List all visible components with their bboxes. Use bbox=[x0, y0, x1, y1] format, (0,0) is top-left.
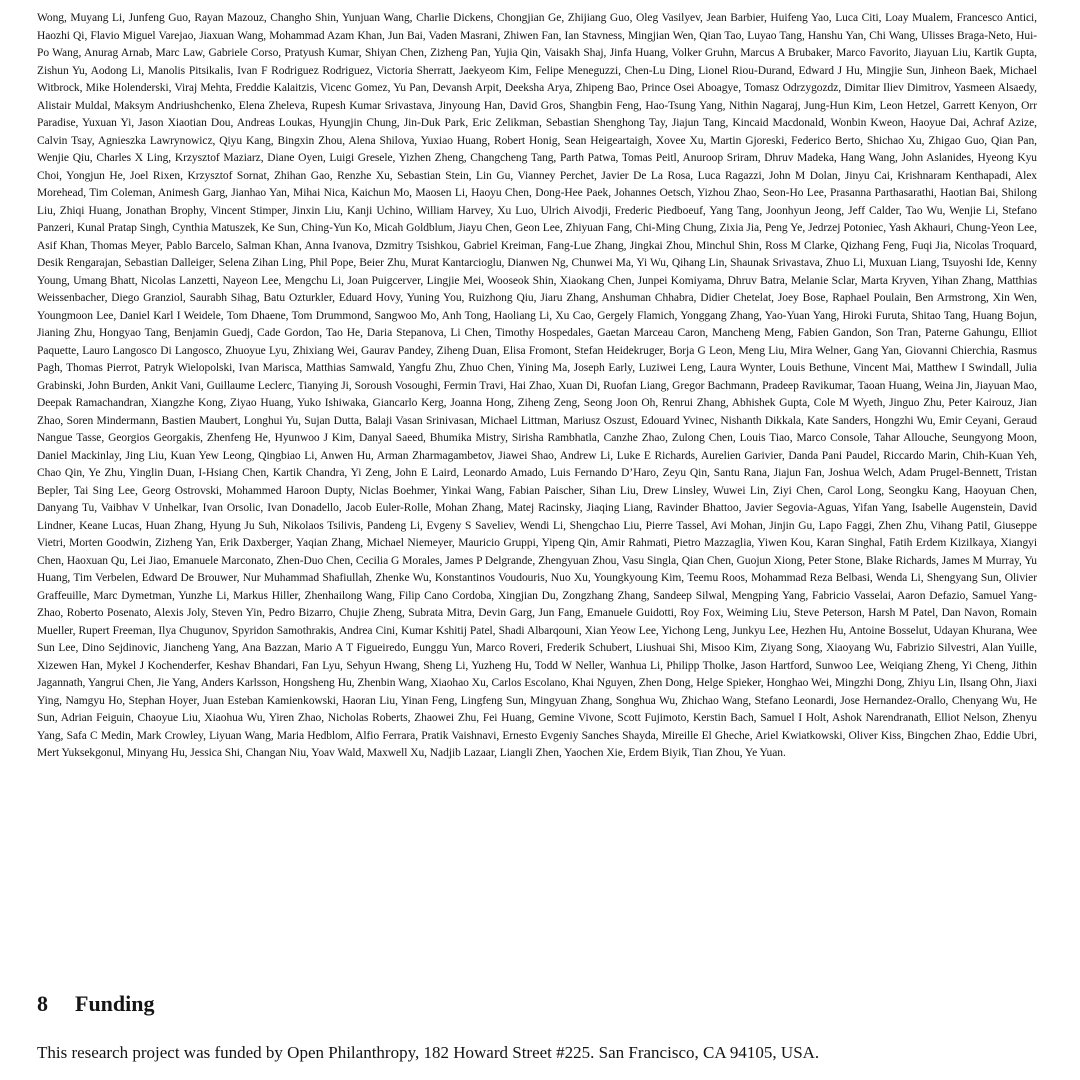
funding-paragraph: This research project was funded by Open Philanthropy, 182 Howard Street #225. San Francisco, CA 94105, USA. bbox=[37, 1043, 820, 1062]
document-page bbox=[37, 0, 1037, 1080]
section-number: 8 bbox=[37, 991, 48, 1016]
author-list: Wong, Muyang Li, Junfeng Guo, Rayan Mazouz, Changho Shin, Yunjuan Wang, Charlie Dickens, Chongjian Ge, Zhijiang Guo, Oleg Vasilyev, Jean Barbier, Huifeng Yao, Luca Citi, Loay Mualem, Francesco Antici, Haozhi Qi, Flavio Miguel Varejao, Jiaxuan Wang, Mohammad Azam Khan, Jun Bai, Vaden Masrani, Zhiwen Fan, Ian Stavness, Mingjian Wen, Qian Tao, Luyao Tang, Hanshu Yan, Chi Wang, Ulisses Braga-Neto, Hui-Po Wang, Anurag Arnab, Marc Law, Gabriele Corso, Pratyush Kumar, Shiyan Chen, Zizheng Pan, Yujia Qin, Vaisakh Shaj, Jinfa Huang, Volker Gruhn, Marcus A Brubaker, Marco Favorito, Jiayuan Liu, Kartik Gupta, Zishun Yu, Aodong Li, Manolis Pitsikalis, Ivan F Rodriguez Rodriguez, Victoria Sherratt, Jaekyeom Kim, Felipe Meneguzzi, Chen-Lu Ding, Lionel Riou-Durand, Edward J Hu, Mingjie Sun, Jinheon Baek, Michael Witbrock, Mike Holenderski, Viraj Mehta, Freddie Kalaitzis, Vicenc Gomez, Yu Pan, Devansh Arpit, Deeksha Arya, Zhipeng Bao, Prince Osei Aboagye, Tomasz Odrzygozdz, Dimitar Iliev Dimitrov, Yasmeen Alsaedy, Alistair Muldal, Maksym Andriushchenko, Elena Zheleva, Rupesh Kumar Srivastava, Jinyoung Han, David Gros, Shangbin Feng, Hao-Tsung Yang, Nithin Nagaraj, Jung-Hun Kim, Leon Hetzel, Garrett Kenyon, Orr Paradise, Yuxuan Yi, Jason Xiaotian Dou, Andreas Loukas, Hyungjin Chung, Jin-Duk Park, Eric Zelikman, Sebastian Shenghong Tay, Jiajun Tang, Kincaid Macdonald, Wonbin Kweon, Haoyue Dai, Achraf Azize, Calvin Tsay, Agnieszka Lawrynowicz, Qiyu Kang, Bingxin Zhou, Alena Shilova, Yuxiao Huang, Robert Honig, Sean Heigeartaigh, Xovee Xu, Martin Gjoreski, Federico Berto, Shichao Xu, Zhigao Guo, Qian Pan, Wenjie Qiu, Charles X Ling, Krzysztof Maziarz, Diane Oyen, Luigi Gresele, Yizhen Zheng, Changcheng Tang, Parth Patwa, Tomas Peitl, Anuroop Sriram, Dhruv Madeka, Hang Wang, John Aslanides, Hyeong Kyu Choi, Yongjun He, Joel Rixen, Krzysztof Sornat, Zhihan Gao, Renzhe Xu, Sebastian Stein, Lin Gu, Vianney Perchet, Javier De La Rosa, Luca Ragazzi, John M Dolan, Jinyu Cai, Krishnaram Kenthapadi, Alex Morehead, Tim Coleman, Animesh Garg, Jianhao Yan, Mihai Nica, Kaichun Mo, Maosen Li, Haoyu Chen, Dong-Hee Paek, Johannes Oetsch, Yizhou Zhao, Seon-Ho Lee, Prasanna Parthasarathi, Haotian Bai, Shilong Liu, Zhiqi Huang, Jonathan Brophy, Vincent Stimper, Jinxin Liu, Kanji Uchino, William Harvey, Xu Luo, Ulrich Aivodji, Frederic Piedboeuf, Yang Tang, Joonhyun Jeong, Jeff Calder, Tao Wu, Wenjie Li, Stefano Panzeri, Kunal Pratap Singh, Cynthia Matuszek, Ke Sun, Ching-Yun Ko, Micah Goldblum, Jiayu Chen, Geon Lee, Zhiyuan Fang, Chi-Ming Chung, Zixia Jia, Peng Ye, Jedrzej Potoniec, Yash Akhauri, Chung-Yeon Lee, Asif Khan, Thomas Meyer, Pablo Barcelo, Salman Khan, Anna Ivanova, Dzmitry Tsishkou, Gabriel Kreiman, Fang-Lue Zhang, Jingkai Zhou, Minchul Shin, Ross M Clarke, Qizhang Feng, Fuqi Jia, Nicolas Troquard, Desik Rengarajan, Sebastian Dalleiger, Selena Zihan Ling, Phil Pope, Beier Zhu, Murat Kantarcioglu, Dianwen Ng, Chunwei Ma, Yi Wu, Qihang Lin, Shaunak Srivastava, Zhuo Li, Muxuan Liang, Tsuyoshi Ide, Kenny Young, Umang Bhatt, Nicolas Lanzetti, Nayeon Lee, Mengchu Li, Joan Puigcerver, Lingjie Mei, Wooseok Shin, Xiaokang Chen, Junpei Komiyama, Dhruv Batra, Melanie Sclar, Marta Kryven, Yihan Zhang, Matthias Weissenbacher, Diego Granziol, Saurabh Sihag, Batu Ozturkler, Eduard Hovy, Yuning You, Ruizhong Qiu, Jiaru Zhang, Anshuman Chhabra, Didier Chetelat, Joey Bose, Raphael Poulain, Ben Armstrong, Xin Wen, Youngmoon Lee, Daniel Karl I Weidele, Tom Dhaene, Tom Drummond, Sangwoo Mo, Anh Tong, Haoliang Li, Xu Cao, Gergely Flamich, Yonggang Zhang, Yao-Yuan Yang, Hiroki Furuta, Shitao Tang, Huang Bojun, Jianing Zhu, Hongyao Tang, Benjamin Guedj, Cade Gordon, Tao He, Daria Stepanova, Li Chen, Timothy Hospedales, Gaetan Marceau Caron, Mancheng Meng, Fabien Gandon, Son Tran, Paterne Gahungu, Elliot Paquette, Lauro Langosco Di Langosco, Zhuoyue Lyu, Zhixiang Wei, Gaurav Pandey, Ziheng Duan, Elisa Fromont, Stefan Heidekruger, Borja G Leon, Meng Liu, Mira Welner, Gang Yan, Giovanni Chierchia, Rasmus Pagh, Thomas Pierrot, Patryk Wielopolski, Ivan Marisca, Matthias Samwald, Yangfu Zhu, Zhuo Chen, Yining Ma, Joseph Early, Luziwei Leng, Laura Wynter, Louis Bethune, Vincent Mai, Matthew I Swindall, Julia Grabinski, John Burden, Ankit Vani, Guillaume Leclerc, Tianying Ji, Soroush Vosoughi, Fermin Travi, Hai Zhao, Xuan Di, Ruofan Liang, Gregor Bachmann, Pradeep Ravikumar, Taoan Huang, Weina Jin, Jiayuan Mao, Deepak Ramachandran, Xiangzhe Kong, Ziyao Huang, Yuko Ishiwaka, Giancarlo Kerg, Joanna Hong, Ziheng Zeng, Seong Joon Oh, Renrui Zhang, Abhishek Gupta, Cole M Wyeth, Jinguo Zhu, Peter Kairouz, Jian Zhao, Soren Mindermann, Bastien Maubert, Longhui Yu, Sujan Dutta, Balaji Vasan Srinivasan, Michael Littman, Mariusz Oszust, Edouard Yvinec, Nishanth Dikkala, Kate Sanders, Hongzhi Wu, Emir Ceyani, Geraud Nangue Tasse, Georgios Georgakis, Zhenfeng He, Hyunwoo J Kim, Danyal Saeed, Bhumika Mistry, Sirisha Rambhatla, Canzhe Zhao, Zulong Chen, Louis Tiao, Marco Console, Tahar Allouche, Seungyong Moon, Daniel Mackinlay, Jing Liu, Kuan Yew Leong, Qingbiao Li, Anwen Hu, Arman Zharmagambetov, Jiawei Shao, Andrew Li, Luke E Richards, Aurelien Garivier, Danda Pani Paudel, Riccardo Marin, Chih-Kuan Yeh, Chao Qin, Ye Zhu, Yinglin Duan, I-Hsiang Chen, Kartik Chandra, Yi Zeng, John E Laird, Leonardo Amado, Luis Fernando D’Haro, Zeyu Qin, Santu Rana, Jiajun Fan, Joshua Welch, Adam Prugel-Bennett, Tristan Bepler, Tai Sing Lee, Georg Ostrovski, Mohammed Haroon Dupty, Niclas Boehmer, Yinkai Wang, Fabian Paischer, Sihan Liu, Drew Linsley, Wuwei Lin, Ziyi Chen, Carol Long, Seongku Kang, Haoyuan Chen, Danyang Tu, Vaibhav V Unhelkar, Ivan Orsolic, Ivan Donadello, Jacob Euler-Rolle, Mohan Zhang, Matej Racinsky, Jiaqing Liang, Ravinder Bhattoo, Javier Segovia-Aguas, Yifan Yang, Isabelle Augenstein, David Lindner, Keane Lucas, Huan Zhang, Hyung Ju Suh, Nikolaos Tsilivis, Pandeng Li, Evgeny S Saveliev, Wendi Li, Shengchao Liu, Pierre Tassel, Avi Mohan, Jinjin Gu, Lapo Faggi, Zhen Zhu, Vihang Patil, Giuseppe Vietri, Morten Goodwin, Zizheng Yan, Erik Daxberger, Yaqian Zhang, Michael Niemeyer, Mauricio Gruppi, Yipeng Qin, Amir Rahmati, Pietro Mazzaglia, Yiwen Kou, Karan Singhal, Fatih Erdem Kizilkaya, Xiangyi Chen, Haoxuan Qu, Lei Jiao, Emanuele Marconato, Zhen-Duo Chen, Cecilia G Morales, James P Delgrande, Zhengyuan Zhou, Vasu Singla, Qian Chen, Guojun Xiong, Peter Stone, Blake Richards, James M Murray, Yu Huang, Tim Verbelen, Edward De Brouwer, Nur Muhammad Shafiullah, Zhenke Wu, Konstantinos Voudouris, Nuo Xu, Youngkyoung Kim, Teemu Roos, Mohammad Reza Belbasi, Wenda Li, Shengyang Sun, Olivier Graffeuille, Marc Dymetman, Yunzhe Li, Markus Hiller, Zhenhailong Wang, Filip Cano Cordoba, Xingjian Du, Zongzhang Zhang, Sandeep Silwal, Mengping Yang, Fabricio Vasselai, Aaron Defazio, Samuel Yang-Zhao, Roberto Posenato, Alexis Joly, Steven Yin, Pedro Bizarro, Chujie Zheng, Subrata Mitra, Devin Garg, Jun Fang, Emanuele Guidotti, Roy Fox, Weiming Liu, Steve Peterson, Harsh M Patel, Dan Navon, Romain Mueller, Rupert Freeman, Ilya Chugunov, Spyridon Samothrakis, Andrea Cini, Kumar Kshitij Patel, Shadi Albarqouni, Xian Yeow Lee, Yichong Leng, Junkyu Lee, Hezhen Hu, Antoine Bosselut, Udayan Khurana, Wee Sun Lee, Dino Sejdinovic, Jiancheng Yang, Ana Bazzan, Mario A T Figueiredo, Eunggu Yun, Marco Roveri, Frederik Schubert, Liushuai Shi, Misoo Kim, Ziyang Song, Xiaoyang Wu, Fabrizio Silvestri, Alan Yuille, Xizewen Han, Mykel J Kochenderfer, Keshav Bhandari, Fan Lyu, Sehyun Hwang, Sheng Li, Yuzheng Hu, Todd W Neller, Wanhua Li, Philipp Tholke, Jason Hartford, Sunwoo Lee, Weiqiang Zheng, Yi Cheng, Jithin Jagannath, Yangrui Chen, Jie Yang, Anders Karlsson, Hongsheng Hu, Zhenbin Wang, Xiaohao Xu, Carlos Escolano, Khai Nguyen, Zhen Dong, Helge Spieker, Honghao Wei, Mingzhi Dong, Zhiyu Lin, Ilsang Ohn, Jiaxi Ying, Namgyu Ho, Stephan Hoyer, Juan Esteban Kamienkowski, Haoran Liu, Yinan Feng, Lingfeng Sun, Mingyuan Zhang, Songhua Wu, Zhichao Wang, Stefano Leonardi, Jose Hernandez-Orallo, Chenyang Wu, He Sun, Adrian Feiguin, Chaoyue Liu, Xiaohua Wu, Yiren Zhao, Nicholas Roberts, Zhaowei Zhu, Fei Huang, Gemine Vivone, Scott Fujimoto, Kerstin Bach, Samuel I Holt, Ashok Narendranath, Elliot Nelson, Zhenyu Yang, Safa C Medin, Mark Crowley, Liyuan Wang, Maria Hedblom, Alfio Ferrara, Pratik Vaishnavi, Ernesto Evgeniy Sanches Shayda, Mireille El Gheche, Ariel Kwiatkowski, Oliver Kiss, Bingchen Zhao, Eddie Ubri, Mert Yuksekgonul, Minyang Hu, Jessica Shi, Changan Niu, Yoav Wald, Maxwell Xu, Nadjib Lazaar, Liangli Zhen, Yaochen Xie, Erdem Biyik, Tian Zhou, Ye Yuan. bbox=[37, 12, 1037, 759]
section-title: Funding bbox=[75, 991, 155, 1016]
section-heading bbox=[37, 990, 155, 1018]
